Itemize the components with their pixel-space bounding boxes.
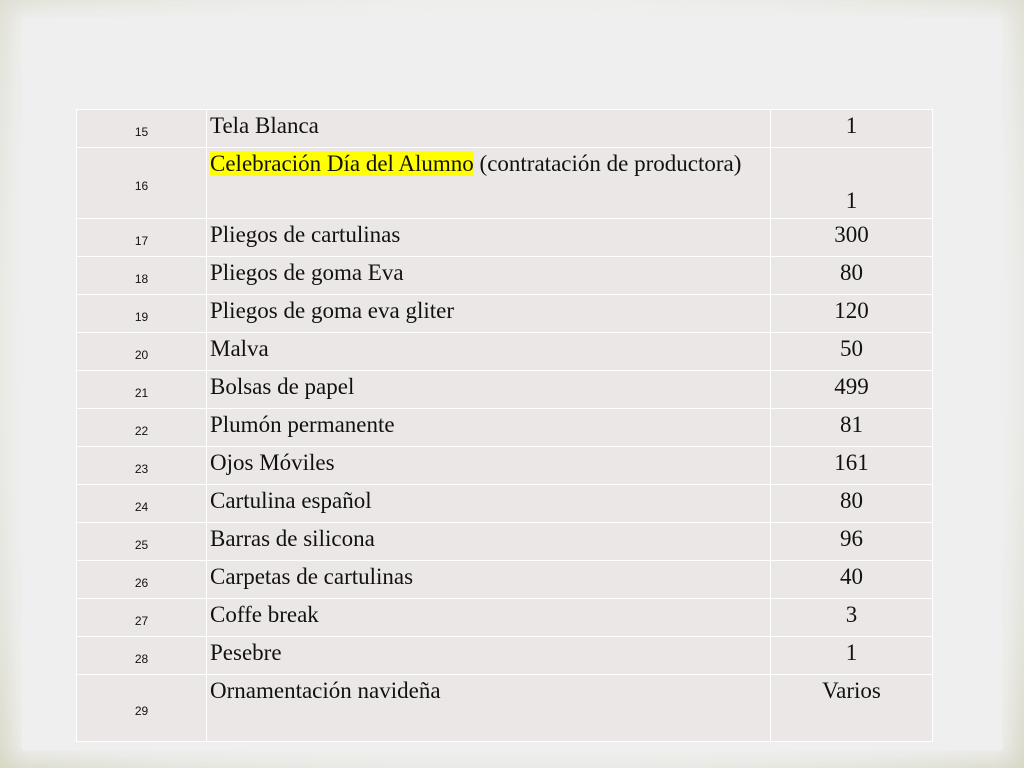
- item-name: Pliegos de goma Eva: [207, 257, 771, 295]
- materials-table-container: [76, 109, 932, 742]
- row-number: 22: [77, 409, 207, 447]
- table-row: [77, 485, 933, 523]
- table-row: [77, 148, 933, 219]
- item-quantity: 1: [771, 148, 933, 219]
- table-row: [77, 523, 933, 561]
- row-number: 23: [77, 447, 207, 485]
- item-quantity: 1: [771, 637, 933, 675]
- row-number: 25: [77, 523, 207, 561]
- item-name: Plumón permanente: [207, 409, 771, 447]
- row-number: 26: [77, 561, 207, 599]
- item-name: Carpetas de cartulinas: [207, 561, 771, 599]
- item-name: [207, 148, 771, 219]
- item-quantity: 40: [771, 561, 933, 599]
- table-row: [77, 637, 933, 675]
- item-quantity: 120: [771, 295, 933, 333]
- item-name: Ornamentación navideña: [207, 675, 771, 742]
- row-number: 24: [77, 485, 207, 523]
- item-name: Bolsas de papel: [207, 371, 771, 409]
- table-row: [77, 447, 933, 485]
- materials-table: [76, 109, 933, 742]
- item-name: Malva: [207, 333, 771, 371]
- table-row: [77, 675, 933, 742]
- row-number: 18: [77, 257, 207, 295]
- item-quantity: 80: [771, 485, 933, 523]
- highlighted-text: Celebración Día del Alumno: [210, 151, 474, 176]
- row-number: 29: [77, 675, 207, 742]
- item-quantity: 80: [771, 257, 933, 295]
- row-number: 17: [77, 219, 207, 257]
- table-row: [77, 110, 933, 148]
- item-name: Ojos Móviles: [207, 447, 771, 485]
- item-quantity: 300: [771, 219, 933, 257]
- item-quantity: 161: [771, 447, 933, 485]
- table-row: [77, 219, 933, 257]
- row-number: 27: [77, 599, 207, 637]
- item-quantity: 499: [771, 371, 933, 409]
- row-number: 15: [77, 110, 207, 148]
- table-row: [77, 371, 933, 409]
- item-name: Barras de silicona: [207, 523, 771, 561]
- item-name: Tela Blanca: [207, 110, 771, 148]
- table-row: [77, 409, 933, 447]
- item-name: Cartulina español: [207, 485, 771, 523]
- item-name: Pliegos de cartulinas: [207, 219, 771, 257]
- item-name: Pesebre: [207, 637, 771, 675]
- item-quantity: 3: [771, 599, 933, 637]
- table-row: [77, 295, 933, 333]
- row-number: 28: [77, 637, 207, 675]
- item-quantity: 81: [771, 409, 933, 447]
- item-quantity: Varios: [771, 675, 933, 742]
- row-number: 21: [77, 371, 207, 409]
- table-row: [77, 561, 933, 599]
- table-row: [77, 599, 933, 637]
- item-quantity: 50: [771, 333, 933, 371]
- row-number: 20: [77, 333, 207, 371]
- table-row: [77, 333, 933, 371]
- item-name: Coffe break: [207, 599, 771, 637]
- item-name: Pliegos de goma eva gliter: [207, 295, 771, 333]
- table-row: [77, 257, 933, 295]
- item-quantity: 1: [771, 110, 933, 148]
- row-number: 16: [77, 148, 207, 219]
- item-quantity: 96: [771, 523, 933, 561]
- item-name-rest: (contratación de productora): [473, 151, 742, 176]
- row-number: 19: [77, 295, 207, 333]
